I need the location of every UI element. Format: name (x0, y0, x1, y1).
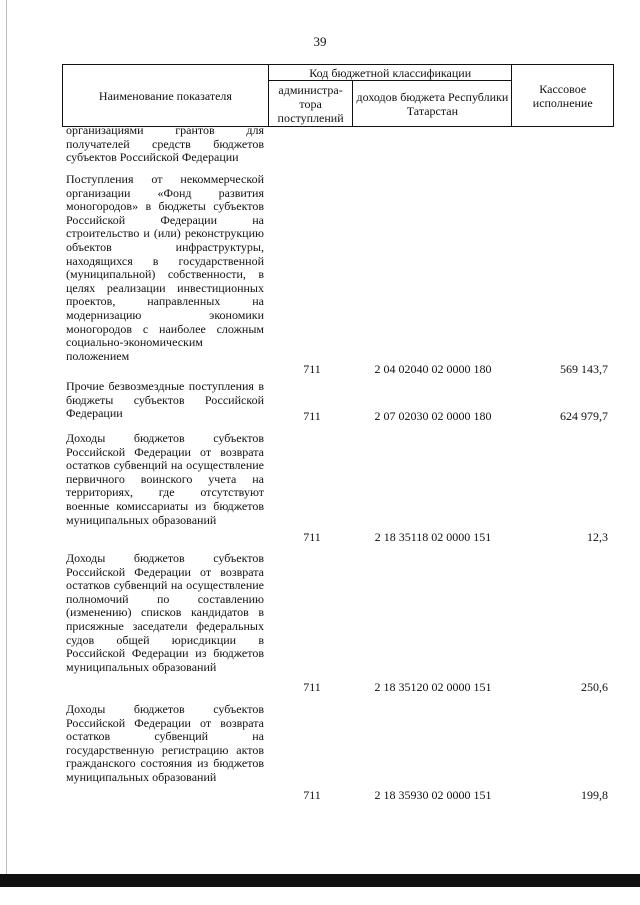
header-cash-column: Кассовое исполнение (512, 65, 614, 127)
indicator-name: организациями грантов для получателей средств бюджетов субъектов Российской Федерации (66, 123, 264, 165)
admin-code: 711 (303, 362, 321, 376)
scan-bottom-edge (0, 874, 640, 887)
indicator-name: Доходы бюджетов субъектов Российской Федерации от возврата остатков субвенций на осуществление первичного воинского учета на территориях, где отсутствуют военные комиссариаты из бюджетов муниципальных образований (66, 431, 264, 527)
indicator-name: Прочие безвозмездные поступления в бюджеты субъектов Российской Федерации (66, 379, 264, 421)
budget-code: 2 18 35120 02 0000 151 (374, 680, 492, 694)
header-admin-column: администра-тора поступлений (268, 81, 352, 127)
admin-code: 711 (303, 788, 321, 802)
header-code-group: Код бюджетной классификации (268, 65, 512, 81)
indicator-name: Доходы бюджетов субъектов Российской Федерации от возврата остатков субвенций на осуществление полномочий по составлению (изменению) списков кандидатов в присяжные заседатели федеральных судов общей юрисдикции в Российской Федерации из бюджетов муниципальных образований (66, 551, 264, 674)
indicator-name: Доходы бюджетов субъектов Российской Федерации от возврата остатков субвенций на государственную регистрацию актов гражданского состояния из бюджетов муниципальных образований (66, 702, 264, 784)
cash-amount: 569 143,7 (560, 362, 608, 376)
cash-amount: 624 979,7 (560, 409, 608, 423)
cash-amount: 199,8 (581, 788, 608, 802)
indicator-name: Поступления от некоммерческой организации «Фонд развития моногородов» в бюджеты субъектов Российской Федерации на строительство и (или) реконструкцию объектов инфраструктуры, находящихся в государственной (муниципальной) собственности, в целях реализации инвестиционных проектов, направленных на модернизацию экономики моногородов с наиболее сложным социально-экономическим положением (66, 172, 264, 363)
header-income-column: доходов бюджета Республики Татарстан (353, 81, 512, 127)
table-header (62, 64, 614, 127)
admin-code: 711 (303, 530, 321, 544)
header-name-column: Наименование показателя (63, 65, 269, 127)
budget-code: 2 04 02040 02 0000 180 (374, 362, 492, 376)
budget-code: 2 18 35118 02 0000 151 (374, 530, 492, 544)
cash-amount: 12,3 (587, 530, 608, 544)
page-number: 39 (313, 34, 327, 49)
budget-code: 2 07 02030 02 0000 180 (374, 409, 492, 423)
budget-code: 2 18 35930 02 0000 151 (374, 788, 492, 802)
admin-code: 711 (303, 680, 321, 694)
scan-edge-line (6, 0, 7, 880)
admin-code: 711 (303, 409, 321, 423)
cash-amount: 250,6 (581, 680, 608, 694)
